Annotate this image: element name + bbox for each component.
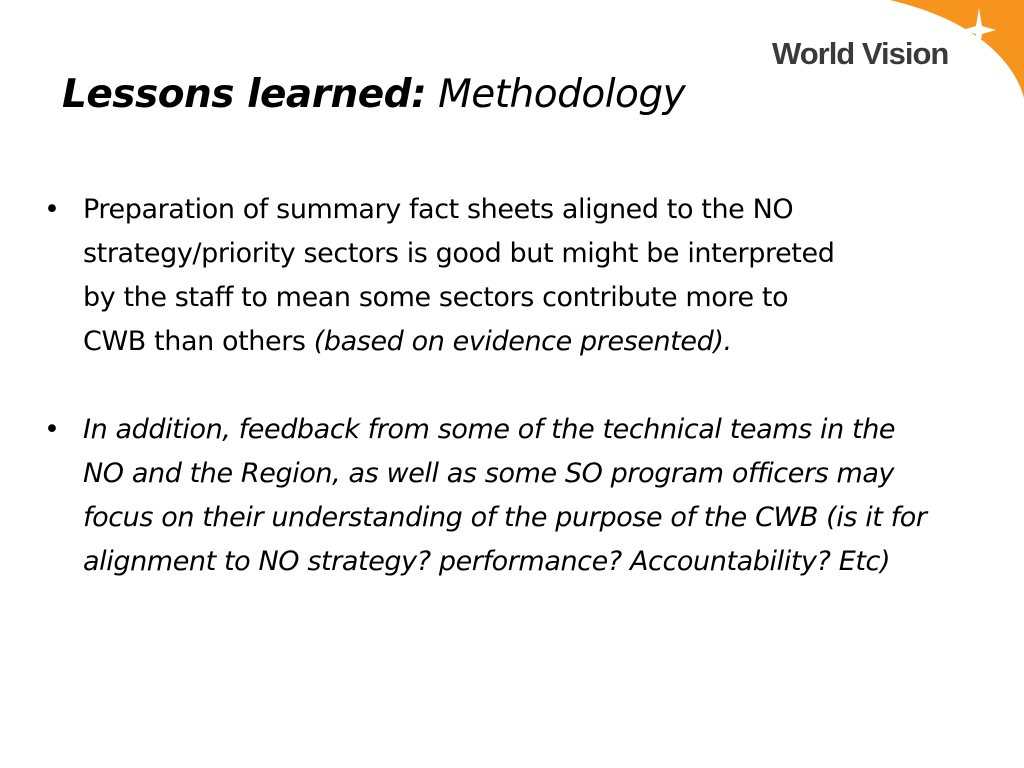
slide-title: [62, 72, 685, 117]
world-vision-logo-text: World Vision: [772, 36, 949, 71]
bullet-item: [40, 188, 990, 364]
bullet-line: strategy/priority sectors is good but might be interpreted: [83, 238, 835, 269]
bullet-text: CWB than others: [83, 326, 314, 357]
bullet-italic-note: (based on evidence presented).: [313, 326, 732, 357]
bullet-line: focus on their understanding of the purpose of the CWB (is it for: [83, 502, 927, 533]
bullet-line: by the staff to mean some sectors contribute more to: [83, 282, 789, 313]
bullet-line: In addition, feedback from some of the technical teams in the: [83, 414, 896, 445]
bullet-line: alignment to NO strategy? performance? Accountability? Etc): [83, 546, 891, 577]
bullet-marker: •: [44, 194, 60, 225]
bullet-line: [83, 320, 990, 364]
title-regular: Methodology: [438, 72, 686, 117]
bullet-line: NO and the Region, as well as some SO program officers may: [83, 458, 895, 489]
bullet-line: Preparation of summary fact sheets aligned to the NO: [83, 194, 794, 225]
bullet-item: [40, 408, 990, 584]
bullet-list: [40, 188, 990, 584]
title-bold: Lessons learned:: [62, 72, 427, 117]
bullet-marker: •: [44, 414, 60, 445]
